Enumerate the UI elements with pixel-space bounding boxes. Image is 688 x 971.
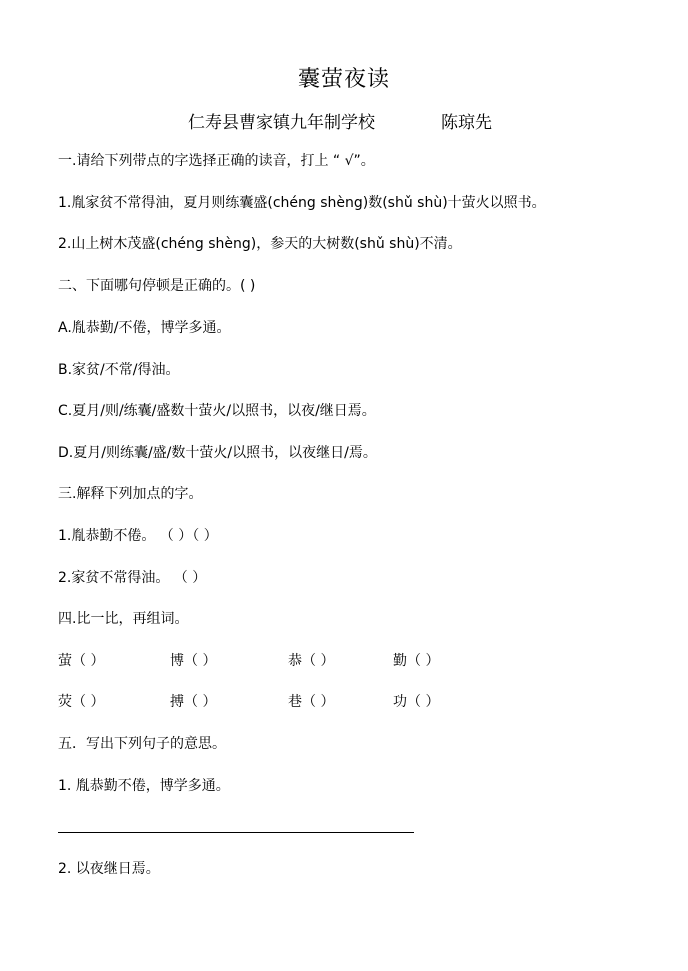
section-3-question-1: 1.胤恭勤不倦。 （ ）（ ）	[58, 528, 218, 544]
author-name: 陈琼先	[441, 113, 492, 133]
section-2-heading: 二、下面哪句停顿是正确的。( )	[58, 278, 256, 294]
word-pair-item: 勤（ ）	[393, 653, 440, 669]
section-2-option-b: B.家贫/不常/得油。	[58, 362, 180, 378]
answer-line[interactable]	[58, 832, 414, 833]
section-2-option-c: C.夏月/则/练囊/盛数十萤火/以照书，以夜/继日焉。	[58, 403, 376, 419]
section-1-question-1: 1.胤家贫不常得油，夏月则练囊盛(chéng shèng)数(shǔ shù)十萤火以照书。	[58, 195, 546, 211]
section-1-heading: 一.请给下列带点的字选择正确的读音，打上 “ √”。	[58, 153, 375, 169]
word-pair-item: 功（ ）	[393, 694, 440, 710]
section-4-heading: 四.比一比，再组词。	[58, 611, 189, 627]
section-5-question-1: 1. 胤恭勤不倦，博学多通。	[58, 778, 230, 794]
section-5-question-2: 2. 以夜继日焉。	[58, 861, 160, 877]
word-pair-item: 荧（ ）	[58, 694, 105, 710]
section-3-heading: 三.解释下列加点的字。	[58, 486, 203, 502]
section-3-question-2: 2.家贫不常得油。 （ ）	[58, 570, 207, 586]
word-pair-item: 恭（ ）	[288, 653, 335, 669]
word-pair-item: 搏（ ）	[170, 694, 217, 710]
page-title: 囊萤夜读	[297, 67, 390, 92]
section-1-question-2: 2.山上树木茂盛(chéng shèng)，参天的大树数(shǔ shù)不清。	[58, 236, 462, 252]
section-2-option-a: A.胤恭勤/不倦，博学多通。	[58, 320, 231, 336]
word-pair-item: 博（ ）	[170, 653, 217, 669]
word-pair-item: 巷（ ）	[288, 694, 335, 710]
school-name: 仁寿县曹家镇九年制学校	[188, 113, 375, 133]
section-2-option-d: D.夏月/则练囊/盛/数十萤火/以照书，以夜继日/焉。	[58, 445, 377, 461]
word-pair-item: 萤（ ）	[58, 653, 105, 669]
section-5-heading: 五．写出下列句子的意思。	[58, 736, 226, 752]
